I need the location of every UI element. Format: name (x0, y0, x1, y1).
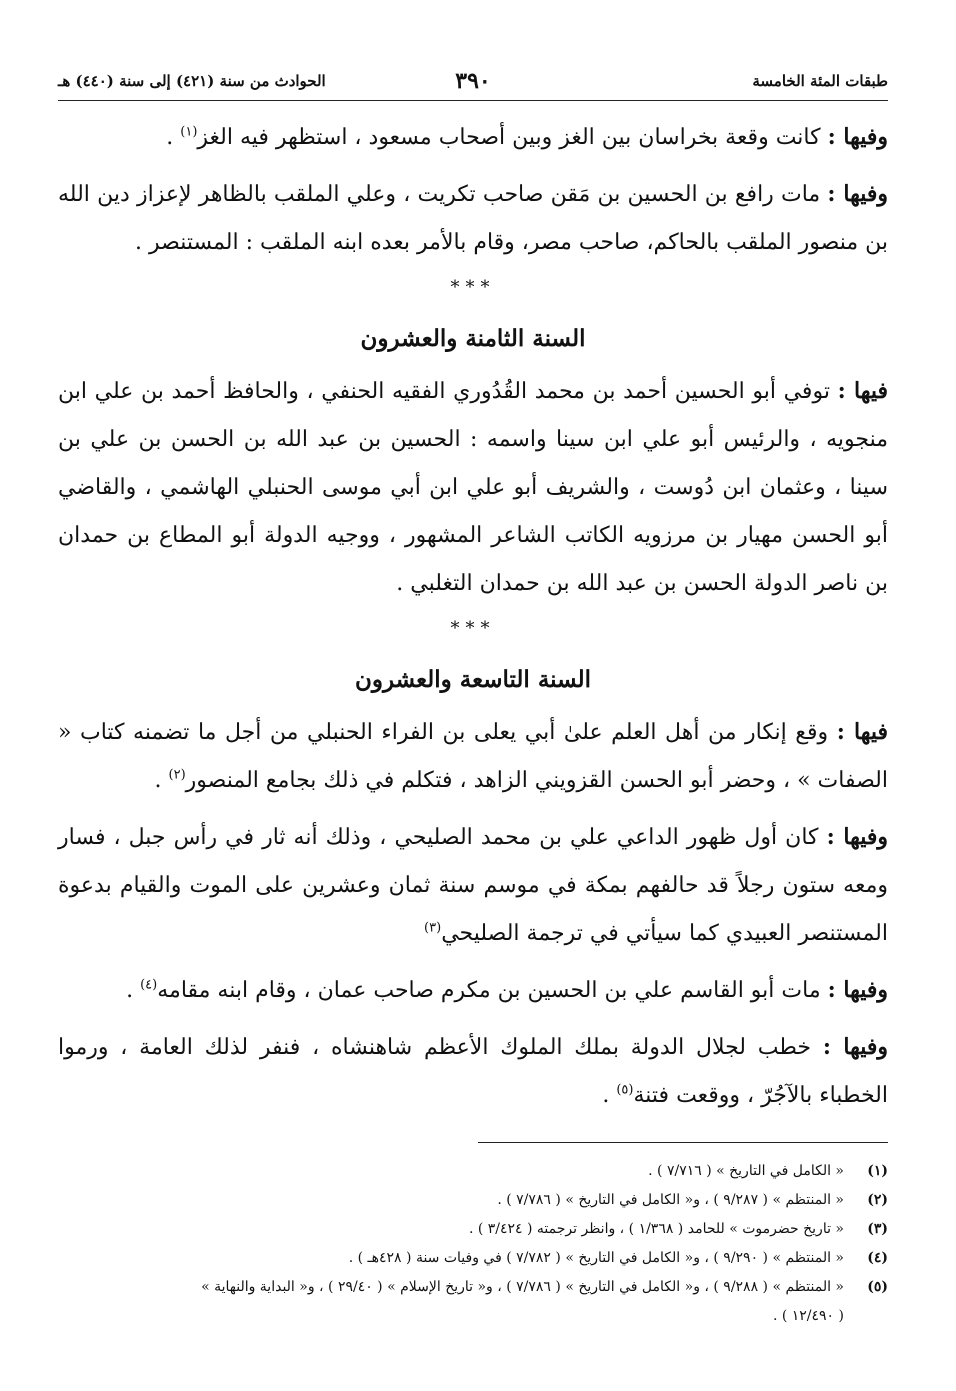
paragraph (58, 966, 888, 1015)
paragraph-text: خطب لجلال الدولة بملك الملوك الأعظم شاهنشاه ، فنفر لذلك العامة ، ورموا الخطباء بالآجُرّ ، ووقعت فتنة (58, 1035, 888, 1108)
footnote-item (58, 1273, 888, 1331)
paragraph-lead: فيها : (836, 719, 889, 745)
paragraph-lead: فيها : (837, 378, 888, 404)
paragraph (58, 708, 888, 805)
paragraph-tail: . (166, 125, 181, 150)
paragraph-lead: وفيها : (827, 977, 888, 1003)
footnote-number: (١) (867, 1163, 888, 1179)
paragraph-text: كانت وقعة بخراسان بين الغز وبين أصحاب مسعود ، استظهر فيه الغز (197, 125, 828, 150)
paragraph (58, 813, 888, 958)
footnote-text: « المنتظم » ( ٩/٢٩٠ ) ، و« الكامل في التاريخ » ( ٧/٧٨٢ ) في وفيات سنة ( ٤٢٨هـ ) . (348, 1250, 844, 1266)
footnote-item (58, 1157, 888, 1186)
paragraph-text: مات أبو القاسم علي بن الحسين بن مكرم صاحب عمان ، وقام ابنه مقامه (157, 978, 828, 1003)
paragraph-lead: وفيها : (827, 124, 888, 150)
section-title: الحوادث من سنة (٤٢١) إلى سنة (٤٤٠) هـ (58, 72, 326, 90)
page-number: ٣٩٠ (455, 68, 491, 94)
footnote-number: (٢) (867, 1192, 888, 1208)
paragraph-lead: وفيها : (822, 1034, 888, 1060)
paragraph-text: كان أول ظهور الداعي علي بن محمد الصليحي ، وذلك أنه ثار في رأس جبل ، فسار ومعه ستون رجلاً قد حالفهم بمكة في موسم سنة ثمان وعشرين على الموت والقيام بدعوة المستنصر العبيدي كما سيأتي في ترجمة الصليحي (58, 825, 888, 946)
footnote-item (58, 1186, 888, 1215)
footnote-ref[interactable]: (٤) (140, 977, 158, 993)
paragraph-lead: وفيها : (826, 824, 889, 850)
footnote-item (58, 1215, 888, 1244)
footnote-number: (٣) (867, 1221, 888, 1237)
paragraph (58, 1023, 888, 1120)
paragraph (58, 170, 888, 267)
section-separator: *** (450, 277, 496, 298)
footnote-ref[interactable]: (٢) (168, 767, 186, 783)
paragraph-tail: . (602, 1083, 617, 1108)
book-title: طبقات المئة الخامسة (752, 72, 888, 90)
book-page (58, 60, 888, 1360)
footnote-continuation: ( ١٢/٤٩٠ ) . (772, 1308, 844, 1324)
footnote-text: « المنتظم » ( ٩/٢٨٨ ) ، و« الكامل في التاريخ » ( ٧/٧٨٦ ) ، و« تاريخ الإسلام » ( ٢٩/٤٠ ) ، و« البداية والنهاية » (201, 1279, 844, 1295)
paragraph-text: توفي أبو الحسين أحمد بن محمد القُدُوري الفقيه الحنفي ، والحافظ أحمد بن علي ابن منجويه ، والرئيس أبو علي ابن سينا واسمه : الحسين بن عبد الله بن الحسن بن علي بن سينا ، وعثمان ابن دُوست ، والشريف أبو علي ابن أبي موسى الحنبلي الهاشمي ، والقاضي أبو الحسن مهيار بن مرزويه الكاتب الشاعر المشهور ، ووجيه الدولة أبو المطاع بن حمدان بن ناصر الدولة الحسن بن عبد الله بن حمدان التغلبي . (58, 379, 888, 596)
section-heading: السنة الثامنة والعشرون (360, 325, 586, 352)
footnote-item (58, 1244, 888, 1273)
footnote-number: (٤) (867, 1250, 888, 1266)
footnote-ref[interactable]: (٥) (616, 1082, 634, 1098)
paragraph-tail: . (154, 768, 169, 793)
footnote-text: « المنتظم » ( ٩/٢٨٧ ) ، و« الكامل في التاريخ » ( ٧/٧٨٦ ) . (497, 1192, 844, 1208)
footnote-text-wrapper (58, 1273, 844, 1331)
footnote-ref[interactable]: (٣) (424, 920, 442, 936)
paragraph-text: وقع إنكار من أهل العلم علىٰ أبي يعلى بن الفراء الحنبلي من أجل ما تضمنه كتاب « الصفات » ، وحضر أبو الحسن القزويني الزاهد ، فتكلم في ذلك بجامع المنصور (58, 720, 888, 793)
paragraph (58, 367, 888, 608)
section-separator: *** (450, 618, 496, 639)
paragraph-text: مات رافع بن الحسين بن مَقن صاحب تكريت ، وعلي الملقب بالظاهر لإعزاز دين الله بن منصور الملقب بالحاكم، صاحب مصر، وقام بالأمر بعده ابنه الملقب : المستنصر . (58, 182, 888, 255)
footnote-text: « الكامل في التاريخ » ( ٧/٧١٦ ) . (648, 1163, 844, 1179)
running-header (58, 60, 888, 101)
footnote-divider (478, 1142, 888, 1143)
paragraph-tail: . (126, 978, 141, 1003)
footnote-number: (٥) (867, 1279, 888, 1295)
paragraph (58, 113, 888, 162)
paragraph-lead: وفيها : (827, 181, 888, 207)
section-heading: السنة التاسعة والعشرون (354, 666, 592, 693)
footnote-ref[interactable]: (١) (180, 124, 198, 140)
footnotes (58, 1157, 888, 1331)
footnote-text: « تاريخ حضرموت » للحامد ( ١/٣٦٨ ) ، وانظر ترجمته ( ٣/٤٢٤ ) . (468, 1221, 844, 1237)
